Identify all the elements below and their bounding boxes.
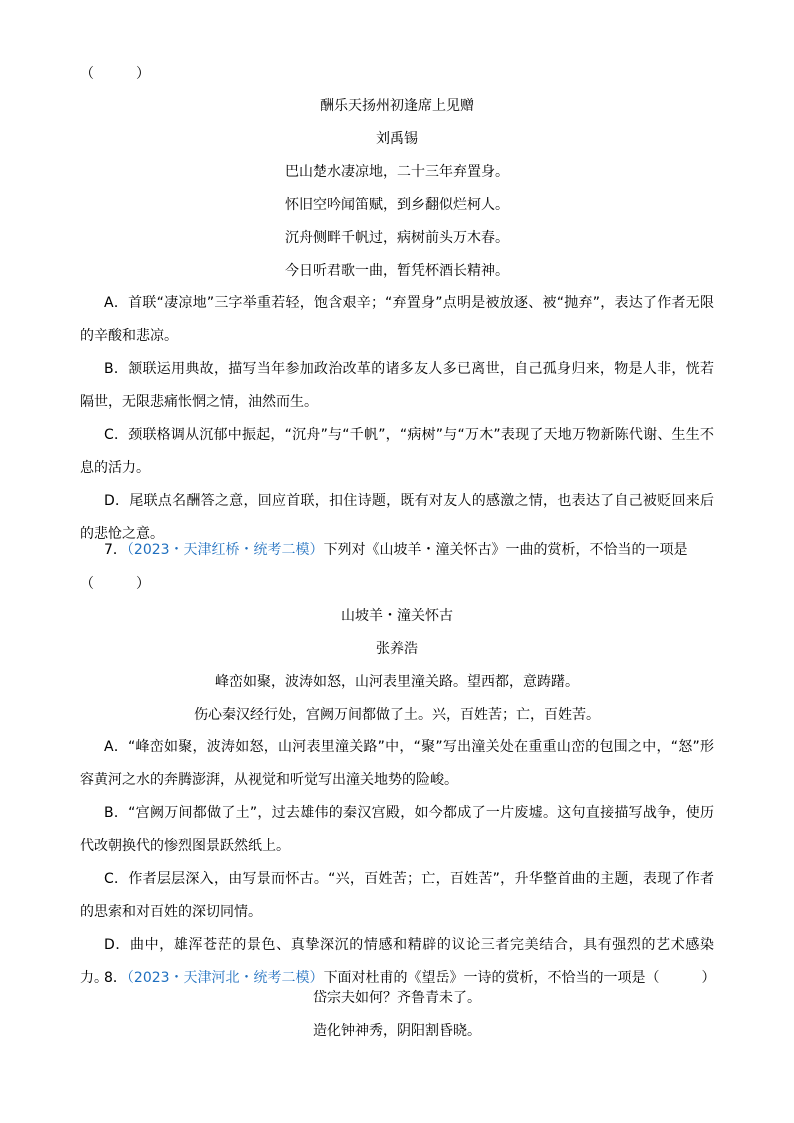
question-stem: 下面对杜甫的《望岳》一诗的赏析，不恰当的一项是（ ） <box>323 970 716 986</box>
poem-line: 巴山楚水凄凉地，二十三年弃置身。 <box>285 164 509 180</box>
option-d: D．尾联点名酬答之意，回应首联，扣住诗题，既有对友人的感激之情，也表达了自己被贬回来后的悲怆之意。 <box>80 493 714 542</box>
poem-line: 今日听君歌一曲，暂凭杯酒长精神。 <box>285 263 509 279</box>
question-number: 7． <box>104 542 127 558</box>
poem-line: 峰峦如聚，波涛如怒，山河表里潼关路。望西都，意踌躇。 <box>215 674 579 690</box>
answer-paren: （ ） <box>80 66 150 82</box>
poem-title: 酬乐天扬州初逢席上见赠 <box>320 98 474 114</box>
question-source: （2023・天津河北・统考二模） <box>126 970 324 986</box>
poem-line: 造化钟神秀，阴阳割昏晓。 <box>313 1023 481 1039</box>
option-c: C．作者层层深入，由写景而怀古。“兴，百姓苦；亡，百姓苦”，升华整首曲的主题，表现了作者的思索和对百姓的深切同情。 <box>80 871 714 920</box>
poem-title: 山坡羊・潼关怀古 <box>341 608 453 624</box>
option-d: D．曲中，雄浑苍茫的景色、真挚深沉的情感和精辟的议论三者完美结合，具有强烈的艺术感染力。 <box>80 937 714 986</box>
poem-line: 伤心秦汉经行处，宫阙万间都做了土。兴，百姓苦；亡，百姓苦。 <box>194 707 600 723</box>
question-7 <box>80 534 720 567</box>
poem-line: 怀旧空吟闻笛赋，到乡翻似烂柯人。 <box>285 197 509 213</box>
poem-author: 刘禹锡 <box>376 131 418 147</box>
answer-paren: （ ） <box>80 576 150 592</box>
question-number: 8． <box>104 970 127 986</box>
option-a: A．首联“凄凉地”三字举重若轻，饱含艰辛；“弃置身”点明是被放逐、被“抛弃”，表达了作者无限的辛酸和悲凉。 <box>80 295 714 344</box>
poem-line: 岱宗夫如何？齐鲁青未了。 <box>313 990 481 1006</box>
poem-line: 沉舟侧畔千帆过，病树前头万木春。 <box>285 230 509 246</box>
poem-author: 张养浩 <box>376 641 418 657</box>
question-stem: 下列对《山坡羊・潼关怀古》一曲的赏析，不恰当的一项是 <box>323 542 688 558</box>
question-source: （2023・天津红桥・统考二模） <box>126 542 324 558</box>
option-a: A．“峰峦如聚，波涛如怒，山河表里潼关路”中，“聚”写出潼关处在重重山峦的包围之中，“怒”形容黄河之水的奔腾澎湃，从视觉和听觉写出潼关地势的险峻。 <box>80 739 714 788</box>
option-b: B．“宫阙万间都做了土”，过去雄伟的秦汉宫殿，如今都成了一片废墟。这句直接描写战争，使历代改朝换代的惨烈图景跃然纸上。 <box>80 805 714 854</box>
option-b: B．颔联运用典故，描写当年参加政治改革的诸多友人多已离世，自己孤身归来，物是人非，恍若隔世，无限悲痛怅惘之情，油然而生。 <box>80 361 714 410</box>
option-c: C．颈联格调从沉郁中振起，“沉舟”与“千帆”，“病树”与“万木”表现了天地万物新陈代谢、生生不息的活力。 <box>80 427 714 476</box>
